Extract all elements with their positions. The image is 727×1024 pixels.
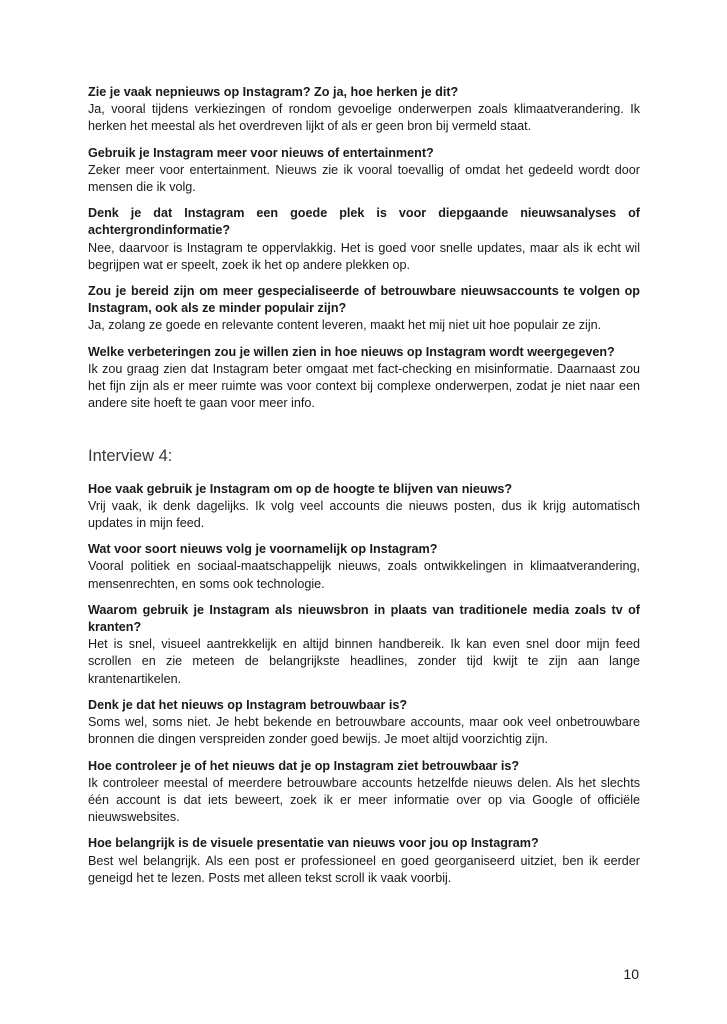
qa-block [88, 602, 640, 688]
question: Zie je vaak nepnieuws op Instagram? Zo ja, hoe herken je dit? [88, 85, 459, 99]
answer: Ja, zolang ze goede en relevante content leveren, maakt het mij niet uit hoe populair ze zijn. [88, 318, 602, 333]
question: Hoe vaak gebruik je Instagram om op de hoogte te blijven van nieuws? [88, 481, 513, 496]
qa-block [88, 697, 640, 749]
answer: Ja, vooral tijdens verkiezingen of rondom gevoelige onderwerpen zoals klimaatverandering. Ik herken het meestal als het overdreven lijkt of als er geen bron bij vermeld staat. [88, 102, 640, 134]
answer: Ik zou graag zien dat Instagram beter omgaat met fact-checking en misinformatie. Daarnaast zou het fijn zijn als er meer ruimte was voor context bij complexe onderwerpen, zodat je niet naar een andere site hoeft te gaan voor meer info. [88, 361, 640, 411]
answer: Zeker meer voor entertainment. Nieuws zie ik vooral toevallig of omdat het gedeeld wordt door mensen die ik volg. [88, 162, 640, 195]
question: Gebruik je Instagram meer voor nieuws of entertainment? [88, 145, 434, 160]
question: Hoe belangrijk is de visuele presentatie van nieuws voor jou op Instagram? [88, 836, 539, 851]
question: Hoe controleer je of het nieuws dat je op Instagram ziet betrouwbaar is? [88, 758, 520, 773]
qa-block [88, 758, 640, 827]
qa-block [88, 145, 640, 197]
question: Waarom gebruik je Instagram als nieuwsbron in plaats van traditionele media zoals tv of kranten? [88, 602, 640, 635]
qa-block [88, 541, 640, 593]
answer: Nee, daarvoor is Instagram te oppervlakkig. Het is goed voor snelle updates, maar als ik echt wil begrijpen wat er speelt, zoek ik het op andere plekken op. [88, 240, 640, 272]
qa-block [88, 84, 640, 136]
answer: Ik controleer meestal of meerdere betrouwbare accounts hetzelfde nieuws delen. Als het slechts één account is dat iets beweert, zoek ik er meer informatie over op via Google of officiële nieuwswebsites. [88, 775, 640, 825]
answer: Het is snel, visueel aantrekkelijk en altijd binnen handbereik. Ik kan even snel door mijn feed scrollen en zie meteen de belangrijkste headlines, zonder tijd kwijt te zijn aan lange krantenartikelen. [88, 637, 640, 686]
question: Denk je dat Instagram een goede plek is voor diepgaande nieuwsanalyses of achtergrondinformatie? [88, 206, 640, 238]
question: Zou je bereid zijn om meer gespecialiseerde of betrouwbare nieuwsaccounts te volgen op Instagram, ook als ze minder populair zijn? [88, 284, 640, 316]
qa-block [88, 205, 640, 274]
question: Wat voor soort nieuws volg je voornamelijk op Instagram? [88, 542, 438, 557]
qa-block [88, 835, 640, 887]
qa-block [88, 481, 640, 533]
page-number: 10 [623, 966, 639, 982]
page-content [88, 84, 640, 887]
qa-block [88, 283, 640, 335]
question: Denk je dat het nieuws op Instagram betrouwbaar is? [88, 697, 408, 712]
answer: Vooral politiek en sociaal-maatschappelijk nieuws, zoals ontwikkelingen in klimaatverandering, mensenrechten, en soms ook technologie. [88, 559, 640, 591]
answer: Vrij vaak, ik denk dagelijks. Ik volg veel accounts die nieuws posten, dus ik krijg automatisch updates in mijn feed. [88, 498, 640, 531]
answer: Best wel belangrijk. Als een post er professioneel en goed georganiseerd uitziet, ben ik eerder geneigd het te lezen. Posts met alleen tekst scroll ik vaak voorbij. [88, 853, 640, 885]
section-heading: Interview 4: [88, 447, 173, 466]
answer: Soms wel, soms niet. Je hebt bekende en betrouwbare accounts, maar ook veel onbetrouwbare bronnen die dingen verspreiden zonder goed bewijs. Je moet altijd voorzichtig zijn. [88, 715, 640, 747]
question: Welke verbeteringen zou je willen zien in hoe nieuws op Instagram wordt weergegeven? [88, 344, 615, 359]
qa-block [88, 344, 640, 413]
